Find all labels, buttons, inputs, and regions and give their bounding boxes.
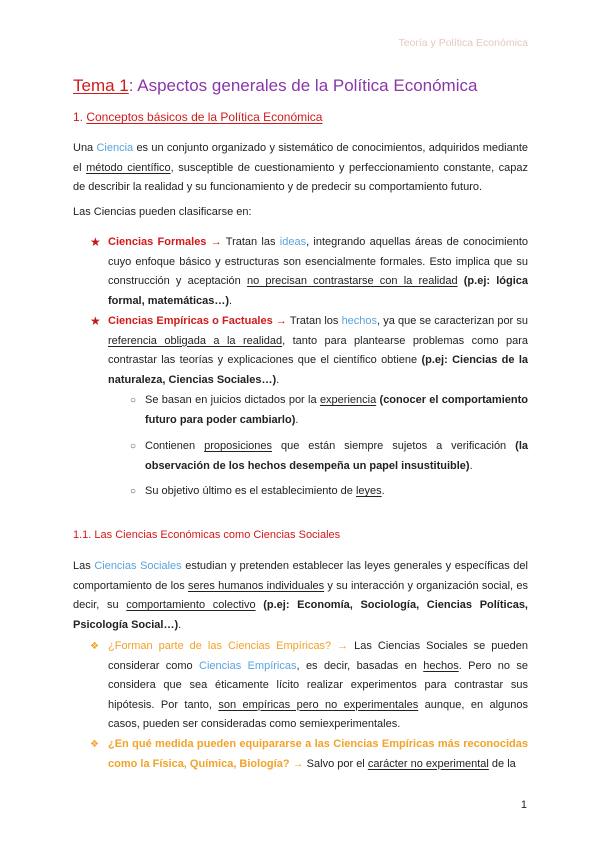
question-text: ¿En qué medida pueden equipararse a las Ciencias Empíricas más reconocidas como la Física, Química, Biología? → — [108, 738, 528, 770]
term-ciencias-sociales: Ciencias Sociales — [94, 560, 182, 572]
arrow-icon: → — [272, 315, 290, 327]
text-run: , ya que se caracterizan por su — [377, 315, 528, 327]
question-item-1 — [108, 637, 528, 735]
circle-bullet-icon: ○ — [130, 441, 137, 452]
text-run: estudian y pretenden establecer las leyes generales y específicas del comportamiento de los — [73, 560, 528, 592]
section-number: 1. — [73, 110, 87, 124]
sub-item — [145, 482, 528, 502]
underlined-text: carácter no experimental — [367, 757, 489, 770]
arrow-icon: → — [206, 236, 226, 248]
underlined-text: comportamiento colectivo — [126, 599, 256, 611]
title-number: Tema 1 — [73, 76, 129, 95]
underlined-text: leyes — [355, 485, 382, 497]
page-title — [73, 76, 477, 96]
text-run: , susceptible de cuestionamiento y perfeccionamiento constante, capaz de describir la realidad y su funcionamiento y de predecir su comportamiento futuro. — [73, 161, 528, 193]
underlined-text: proposiciones — [204, 440, 272, 452]
sub-item — [145, 391, 528, 430]
circle-bullet-icon: ○ — [130, 486, 137, 497]
text-run: . — [381, 485, 385, 497]
text-run: . — [178, 618, 182, 631]
section-heading-1 — [73, 110, 322, 124]
term-metodo: método científico — [86, 161, 171, 174]
text-run: Una — [73, 142, 97, 154]
text-run: Tratan las — [225, 236, 280, 248]
text-run: de la — [488, 757, 516, 770]
text-run: Se basan en juicios dictados por la — [145, 394, 320, 406]
example-text: (p.ej: Economía, Sociología, Ciencias Políticas, Psicología Social…) — [73, 599, 528, 631]
underlined-text: hechos — [423, 659, 459, 672]
star-icon: ★ — [90, 314, 101, 328]
text-run: Salvo por el — [303, 757, 368, 770]
text-run: Las — [73, 560, 95, 572]
text-run: Las Ciencias Sociales se pueden considerar como — [108, 640, 528, 672]
example-text: (p.ej: lógica formal, matemáticas…) — [108, 275, 528, 307]
text-run: , integrando aquellas áreas de conocimiento cuyo enfoque básico y estructuras son esencialmente formales. Esto implica que su construcción y aceptación — [108, 236, 528, 287]
text-run: Su objetivo último es el establecimiento de — [145, 485, 356, 497]
text-run: que están siempre sujetos a verificación — [272, 440, 516, 452]
text-run: es un conjunto organizado y sistemático de conocimientos, adquiridos mediante el — [73, 142, 528, 174]
bold-text: (la observación de los hechos desempeña un papel insustituible) — [145, 440, 528, 472]
text-run: , es decir, basadas en — [296, 659, 424, 672]
term-ciencias-empiricas: Ciencias Empíricas — [199, 659, 297, 672]
page-number: 1 — [520, 799, 527, 811]
section-heading-1-1: 1.1. Las Ciencias Económicas como Ciencias Sociales — [73, 529, 341, 541]
underlined-text: seres humanos individuales — [187, 579, 325, 592]
circle-bullet-icon: ○ — [130, 395, 137, 406]
underlined-text: no precisan contrastarse con la realidad — [246, 275, 458, 287]
classification-intro: Las Ciencias pueden clasificarse en: — [73, 206, 252, 218]
underlined-text: experiencia — [319, 394, 377, 406]
text-run: . — [276, 373, 280, 386]
text-run: aunque, en algunos casos, pueden ser consideradas como semiexperimentales. — [108, 698, 529, 730]
text-run: . — [469, 459, 473, 472]
text-run: Contienen — [145, 440, 205, 452]
term-hechos: hechos — [341, 315, 378, 327]
underlined-text: son empíricas pero no experimentales — [218, 698, 419, 711]
label-formales: Ciencias Formales — [108, 236, 207, 248]
title-text: : Aspectos generales de la Política Económica — [128, 76, 478, 95]
bold-text: (conocer el comportamiento futuro para poder cambiarlo) — [145, 394, 528, 426]
sociales-paragraph — [73, 557, 528, 635]
question-text: ¿Forman parte de las Ciencias Empíricas? → — [108, 640, 349, 652]
text-run: y su interacción y organización social, es decir, su — [73, 579, 528, 611]
question-item-2 — [108, 735, 528, 774]
label-empiricas: Ciencias Empíricas o Factuales — [108, 315, 273, 327]
diamond-icon: ❖ — [90, 739, 99, 750]
text-run: . — [229, 294, 233, 307]
list-item-empiricas — [108, 312, 528, 390]
star-icon: ★ — [90, 235, 101, 249]
text-run: . — [295, 413, 299, 426]
section-title: Conceptos básicos de la Política Económica — [86, 110, 323, 124]
diamond-icon: ❖ — [90, 641, 99, 652]
sub-item — [145, 437, 528, 476]
text-run: , tanto para plantearse problemas como para contrastar las teorías y explicaciones que el científico obtiene — [108, 334, 528, 366]
example-text: (p.ej: Ciencias de la naturaleza, Ciencias Sociales…) — [108, 354, 528, 386]
text-run: . Pero no se considera que sea éticamente lícito realizar experimentos para contrastar sus hipótesis. Por tanto, — [108, 659, 528, 711]
intro-paragraph — [73, 139, 528, 198]
term-ideas: ideas — [279, 236, 307, 248]
term-ciencia: Ciencia — [96, 142, 134, 154]
list-item-formales — [108, 233, 528, 311]
underlined-text: referencia obligada a la realidad — [108, 334, 283, 347]
running-header: Teoría y Política Económica — [398, 37, 528, 49]
text-run: Tratan los — [289, 315, 342, 327]
